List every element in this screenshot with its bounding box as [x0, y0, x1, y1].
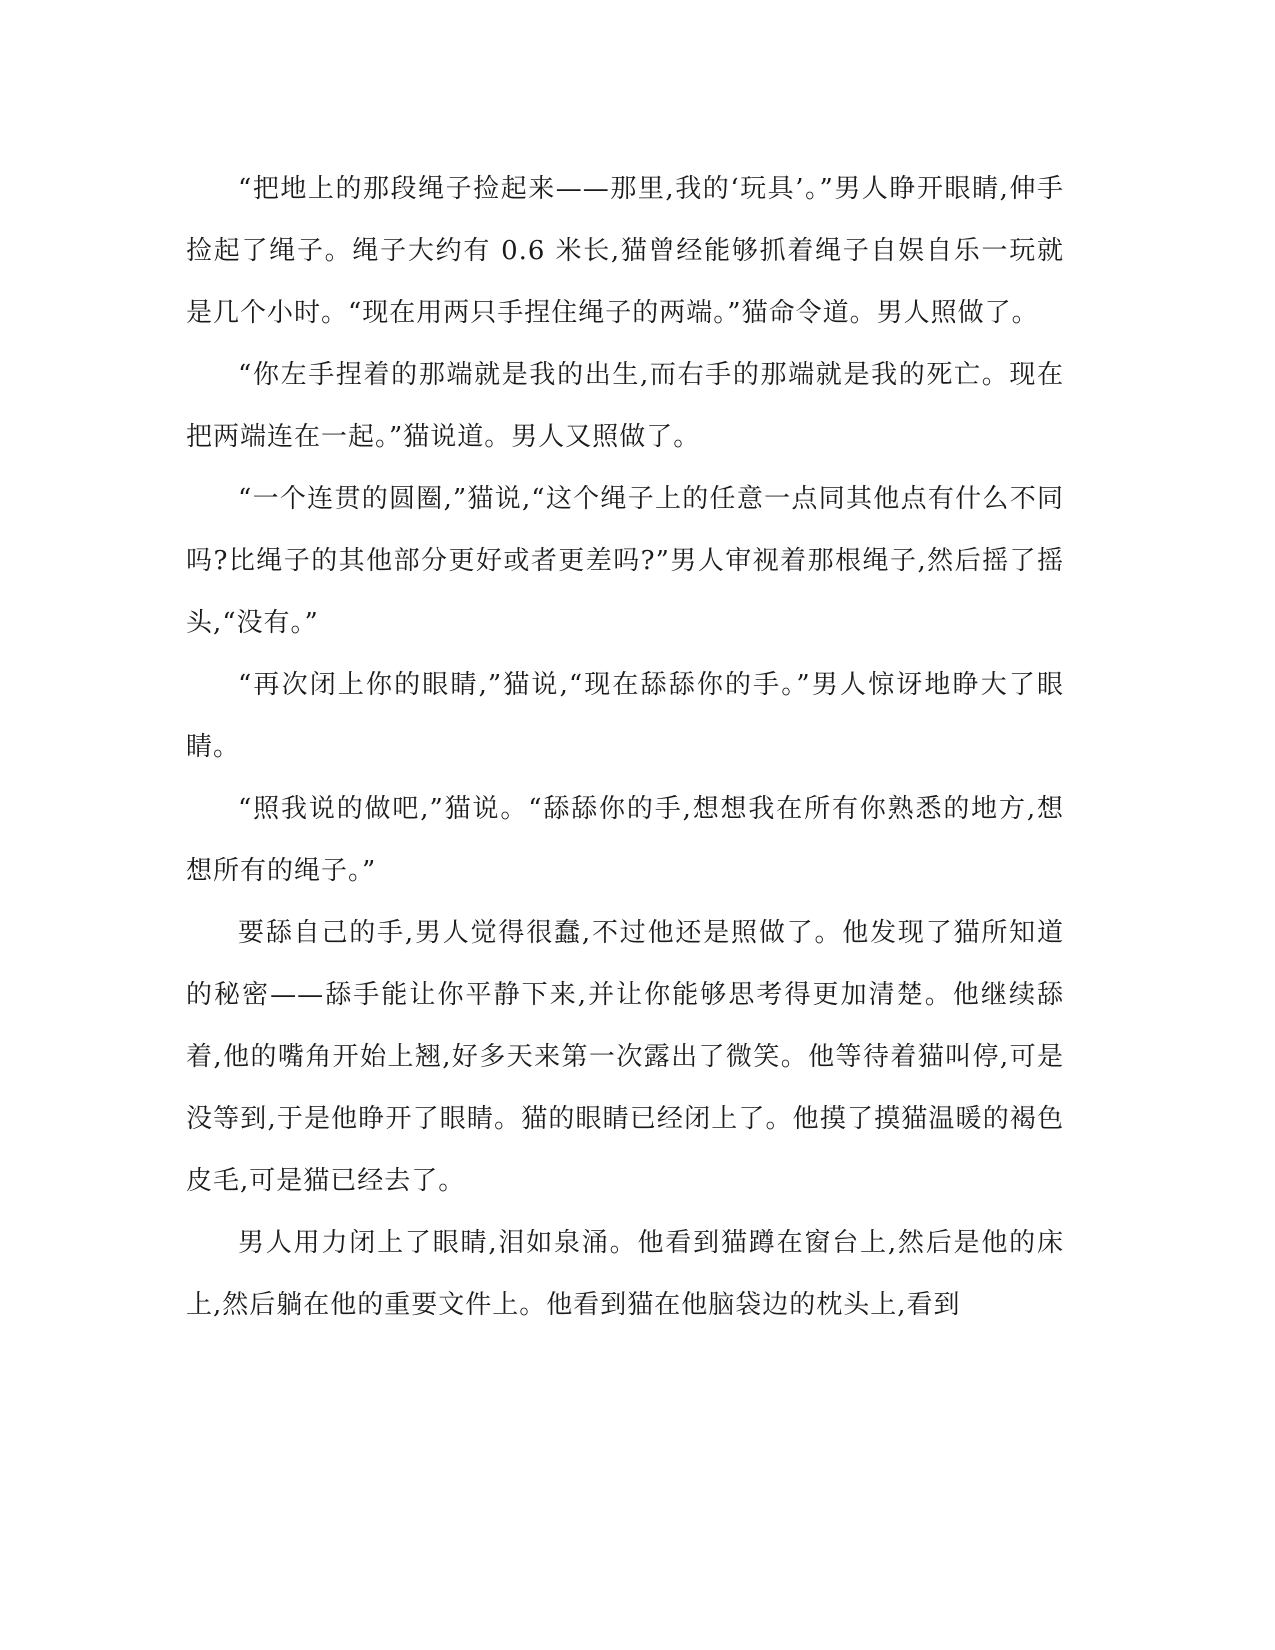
paragraph: 要舔自己的手,男人觉得很蠢,不过他还是照做了。他发现了猫所知道的秘密——舔手能让你平静下来,并让你能够思考得更加清楚。他继续舔着,他的嘴角开始上翘,好多天来第一次露出了微笑。他等待着猫叫停,可是没等到,于是他睁开了眼睛。猫的眼睛已经闭上了。他摸了摸猫温暖的褐色皮毛,可是猫已经去了。: [186, 918, 1064, 1196]
paragraph: 男人用力闭上了眼睛,泪如泉涌。他看到猫蹲在窗台上,然后是他的床上,然后躺在他的重要文件上。他看到猫在他脑袋边的枕头上,看到: [186, 1228, 1064, 1320]
paragraph: “一个连贯的圆圈,”猫说,“这个绳子上的任意一点同其他点有什么不同吗?比绳子的其他部分更好或者更差吗?”男人审视着那根绳子,然后摇了摇头,“没有。”: [186, 484, 1064, 638]
paragraph: “你左手捏着的那端就是我的出生,而右手的那端就是我的死亡。现在把两端连在一起。”猫说道。男人又照做了。: [186, 360, 1064, 452]
paragraph: “把地上的那段绳子捡起来——那里,我的‘玩具’。”男人睁开眼睛,伸手捡起了绳子。绳子大约有 0.6 米长,猫曾经能够抓着绳子自娱自乐一玩就是几个小时。“现在用两只手捏住绳子的两端。”猫命令道。男人照做了。: [186, 174, 1064, 328]
paragraph: “照我说的做吧,”猫说。“舔舔你的手,想想我在所有你熟悉的地方,想想所有的绳子。”: [186, 794, 1064, 886]
paragraph: “再次闭上你的眼睛,”猫说,“现在舔舔你的手。”男人惊讶地睁大了眼睛。: [186, 670, 1064, 762]
body-text: [186, 158, 1064, 1336]
